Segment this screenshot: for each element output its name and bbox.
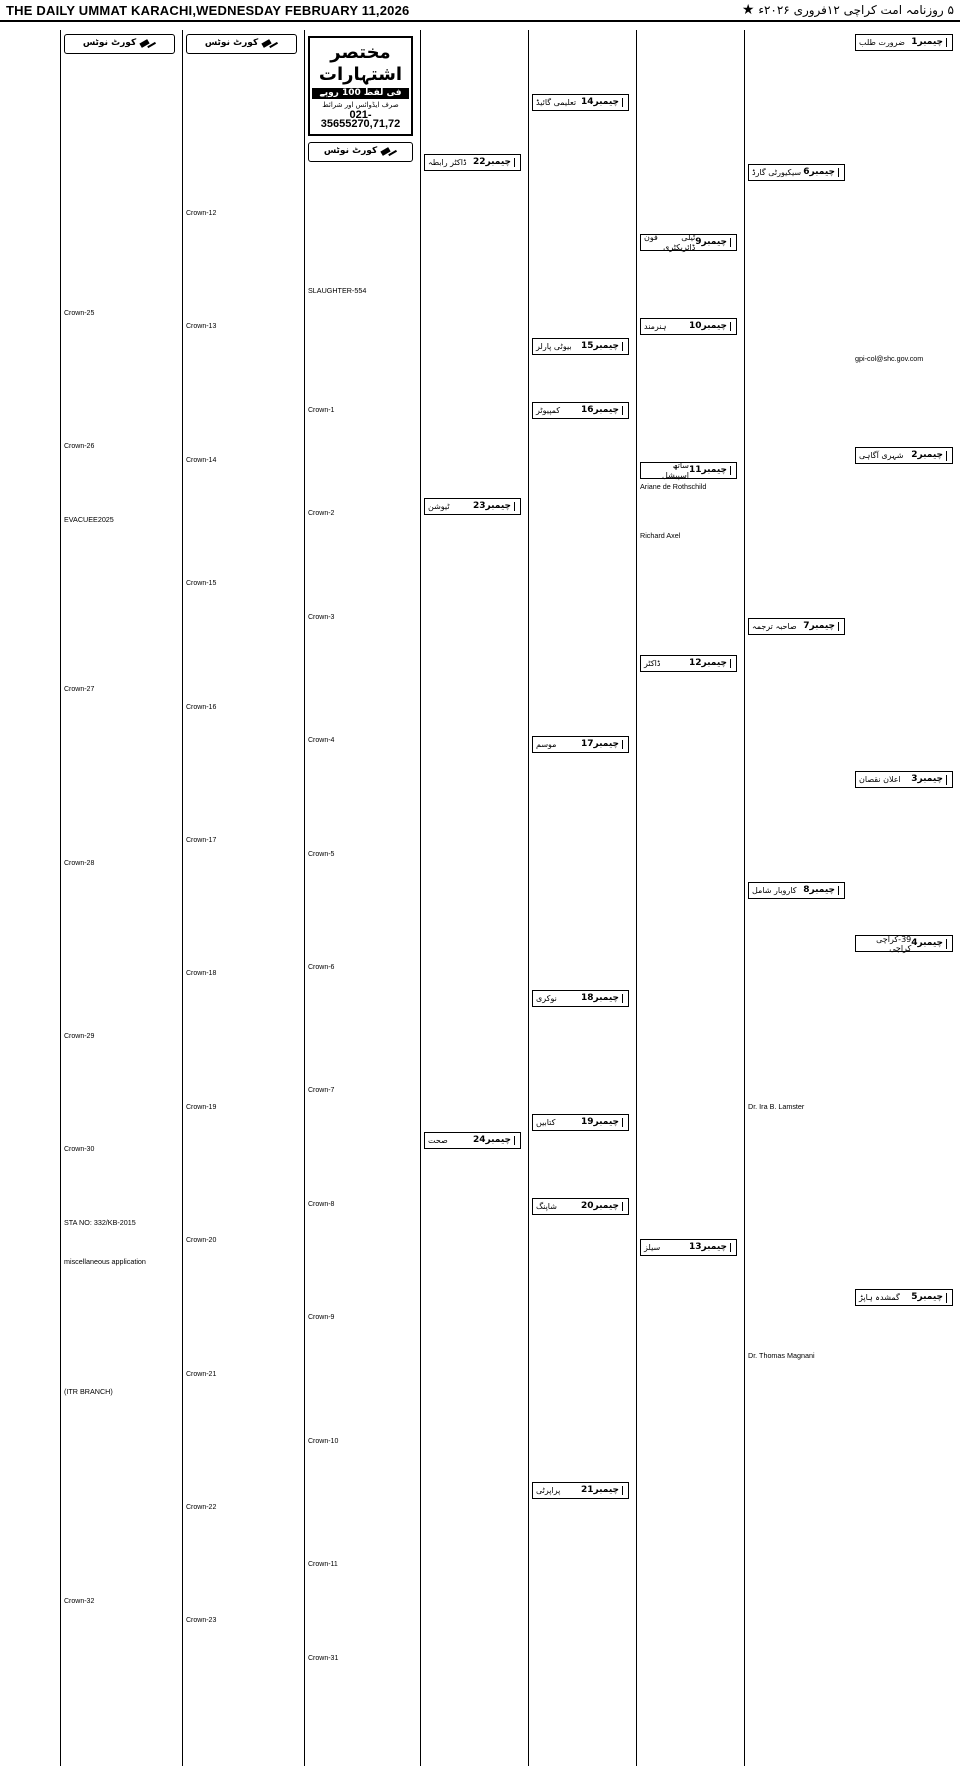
crown-tag: Crown-18 — [186, 970, 217, 978]
section-header: چیمبر5 گمشدہ ہاپڑ — [855, 1289, 953, 1306]
crown-tag: Crown-17 — [186, 837, 217, 845]
section-header: چیمبر9 ٹیلی فون ڈائریکٹری — [640, 234, 737, 251]
crown-tag: Crown-11 — [308, 1561, 338, 1569]
columns — [4, 30, 956, 1766]
court-notice-header: کورٹ نوٹس — [64, 34, 175, 54]
crown-tag: Crown-6 — [308, 964, 335, 972]
court-notice-header: کورٹ نوٹس — [186, 34, 297, 54]
crown-tag: Crown-22 — [186, 1504, 217, 1512]
crown-tag: Crown-28 — [64, 859, 95, 867]
court-notice-header: کورٹ نوٹس — [308, 142, 413, 162]
notice-snippet: STA NO: 332/KB-2015 — [64, 1217, 136, 1227]
column-8 — [60, 30, 178, 1766]
article-text — [855, 54, 953, 354]
section-header: چیمبر12 ڈاکٹر — [640, 655, 737, 672]
crown-tag: Crown-16 — [186, 703, 217, 711]
crown-tag: Crown-12 — [186, 210, 217, 217]
section-header: چیمبر3 اعلان نقصان — [855, 771, 953, 788]
email-text: gpi-col@shc.gov.com — [855, 354, 924, 363]
column-6 — [304, 30, 416, 1766]
section-header: چیمبر23 ٹیوشن — [424, 498, 521, 515]
notice-snippet: EVACUEE2025 — [64, 514, 114, 524]
section-header: چیمبر15 بیوٹی پارلر — [532, 338, 629, 355]
brief-ads-title: مختصر اشتہارات — [318, 42, 403, 85]
section-header: چیمبر19 کتابیں — [532, 1114, 629, 1131]
section-header: چیمبر21 پراپرٹی — [532, 1482, 629, 1499]
crown-tag: Crown-30 — [64, 1146, 95, 1154]
crown-tag: Crown-25 — [64, 310, 95, 317]
column-2 — [744, 30, 848, 1766]
crown-tag: Crown-3 — [308, 613, 335, 621]
page-number: ۵ — [947, 3, 954, 17]
column-5 — [420, 30, 524, 1766]
section-header: چیمبر14 تعلیمی گائیڈ — [532, 94, 629, 111]
notice-snippet: (ITR BRANCH) — [64, 1386, 113, 1396]
name-snippet: Dr. Thomas Magnani — [748, 1351, 815, 1361]
star-icon: ★ — [741, 2, 755, 18]
brief-ads-line: صرف ایڈوائس اور شرائط — [322, 101, 399, 110]
crown-tag: Crown-9 — [308, 1314, 335, 1322]
crown-tag: Crown-7 — [308, 1087, 335, 1095]
crown-tag: Crown-2 — [308, 510, 335, 518]
crown-tag: Crown-26 — [64, 443, 95, 451]
masthead-english: THE DAILY UMMAT KARACHI,WEDNESDAY FEBRUARY 11,2026 — [6, 2, 410, 18]
gavel-icon — [262, 39, 278, 49]
crown-tag: Crown-8 — [308, 1200, 335, 1208]
column-7 — [182, 30, 300, 1766]
crown-tag: Crown-15 — [186, 580, 217, 588]
crown-tag: Crown-14 — [186, 456, 217, 464]
crown-tag: Crown-20 — [186, 1237, 217, 1245]
section-header: چیمبر22 ڈاکٹر رابطہ — [424, 154, 521, 171]
brief-ads-rate: فی لفظ 100 روپے — [312, 88, 409, 99]
name-snippet: Richard Axel — [640, 531, 681, 541]
brief-ads-phone: 021-35655270,71,72 — [320, 108, 401, 131]
name-snippet: Ariane de Rothschild — [640, 482, 707, 491]
section-header: چیمبر4 39-کراچی کراچی — [855, 935, 953, 952]
crown-tag: Crown-21 — [186, 1370, 217, 1378]
crown-tag: Crown-5 — [308, 850, 335, 858]
name-snippet: Dr. Ira B. Lamster — [748, 1102, 805, 1111]
masthead-urdu: ۵ روزنامہ امت کراچی ۱۲فروری ۲۰۲۶ء ★ — [741, 2, 954, 18]
column-1 — [852, 30, 956, 1766]
crown-tag: Crown-31 — [308, 1654, 339, 1662]
crown-tag: Crown-32 — [64, 1598, 95, 1606]
crown-tag: Crown-19 — [186, 1103, 217, 1111]
brief-ads-box — [308, 36, 413, 136]
section-header: چیمبر16 کمپیوٹر — [532, 402, 629, 419]
section-header: چیمبر10 ہنرمند — [640, 318, 737, 335]
section-header: چیمبر20 شاپنگ — [532, 1198, 629, 1215]
section-header: چیمبر17 موسم — [532, 736, 629, 753]
section-header: چیمبر11 ساتھ اسپیشل — [640, 462, 737, 479]
section-header: چیمبر1 ضرورت طلب — [855, 34, 953, 51]
masthead — [0, 0, 960, 22]
crown-tag: Crown-29 — [64, 1033, 95, 1041]
crown-tag: Crown-1 — [308, 407, 335, 415]
crown-tag: Crown-4 — [308, 737, 335, 745]
section-header: چیمبر8 کاروبار شامل — [748, 882, 845, 899]
crown-tag: Crown-10 — [308, 1437, 339, 1445]
gavel-icon — [381, 147, 397, 157]
section-header: چیمبر13 سیلز — [640, 1239, 737, 1256]
section-header: چیمبر7 صاحبہ ترجمہ — [748, 618, 845, 635]
crown-tag: Crown-13 — [186, 323, 217, 331]
notice-snippet: SLAUGHTER-554 — [308, 285, 367, 295]
section-header: چیمبر18 نوکری — [532, 990, 629, 1007]
column-4 — [528, 30, 632, 1766]
section-header: چیمبر6 سیکیورٹی گارڈ — [748, 164, 845, 181]
section-header: چیمبر24 صحت — [424, 1132, 521, 1149]
column-3 — [636, 30, 740, 1766]
notice-snippet: miscellaneous application — [64, 1257, 146, 1267]
gavel-icon — [140, 39, 156, 49]
crown-tag: Crown-27 — [64, 686, 95, 694]
section-header: چیمبر2 شہری آگاہی — [855, 447, 953, 464]
crown-tag: Crown-23 — [186, 1617, 217, 1625]
